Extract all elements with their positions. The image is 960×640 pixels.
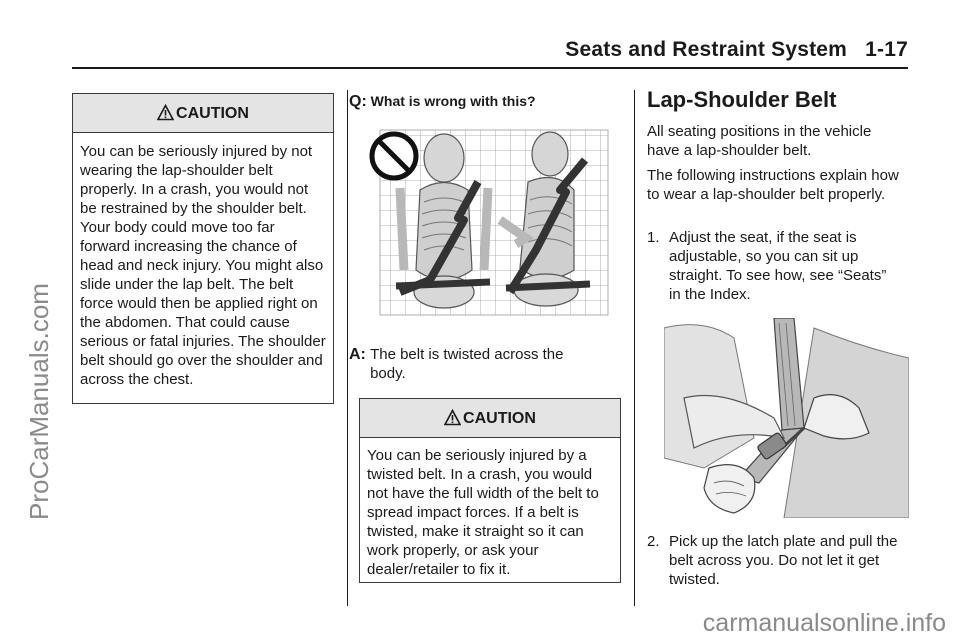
step-number: 1. — [647, 229, 660, 246]
step-text: Pick up the latch plate and pull the belt across you. Do not let it get twisted. — [669, 533, 898, 588]
caution-heading — [360, 399, 620, 438]
caution-box-middle — [359, 398, 621, 583]
answer-text: The belt is twisted across the body. — [370, 346, 564, 382]
latch-plate-illustration — [664, 318, 909, 518]
paragraph-seating: All seating positions in the vehicle have a lap-shoulder belt. — [647, 123, 872, 159]
twisted-belt-illustration — [360, 120, 615, 330]
warning-triangle-icon — [157, 97, 174, 137]
page-header-title: Seats and Restraint System 1-17 — [565, 38, 908, 61]
caution-body-text: You can be seriously injured by not wearing the lap-shoulder belt properly. In a crash, you would not be restrained by the shoulder belt. Your body could move too far forward increasing the chance of head and neck injury. You might also slide under the lap belt. The belt force would then be applied right on the abdomen. That could cause serious or fatal injuries. The shoulder belt should go over the shoulder and across the chest. — [80, 143, 326, 388]
step-1 — [647, 228, 909, 304]
question-label: Q: — [349, 93, 367, 110]
warning-triangle-icon — [444, 402, 461, 442]
step-number: 2. — [647, 533, 660, 550]
caution-body-text: You can be seriously injured by a twisted belt. In a crash, you would not have the full width of the belt to spread impact forces. If a belt is twisted, make it straight so it can work properly, or ask your dealer/retailer to fix it. — [367, 447, 599, 578]
caution-heading-text: CAUTION — [463, 410, 536, 427]
column-divider-2 — [634, 90, 635, 606]
step-text: Adjust the seat, if the seat is adjustable, so you can sit up straight. To see how, see “Seats” in the Index. — [669, 229, 887, 303]
question — [349, 93, 536, 111]
column-divider-1 — [347, 90, 348, 606]
step-2 — [647, 532, 909, 589]
paragraph-instructions: The following instructions explain how to wear a lap-shoulder belt properly. — [647, 167, 899, 203]
watermark-procarmanuals: ProCarManuals.com — [24, 283, 54, 520]
question-text: What is wrong with this? — [370, 93, 536, 109]
header-rule — [72, 67, 908, 69]
section-title: Lap-Shoulder Belt — [647, 87, 837, 112]
answer — [349, 345, 599, 383]
caution-heading — [73, 94, 333, 133]
watermark-carmanualsonline: carmanualsonline.info — [702, 609, 946, 637]
caution-heading-text: CAUTION — [176, 105, 249, 122]
answer-label: A: — [349, 346, 366, 363]
caution-box-left — [72, 93, 334, 404]
